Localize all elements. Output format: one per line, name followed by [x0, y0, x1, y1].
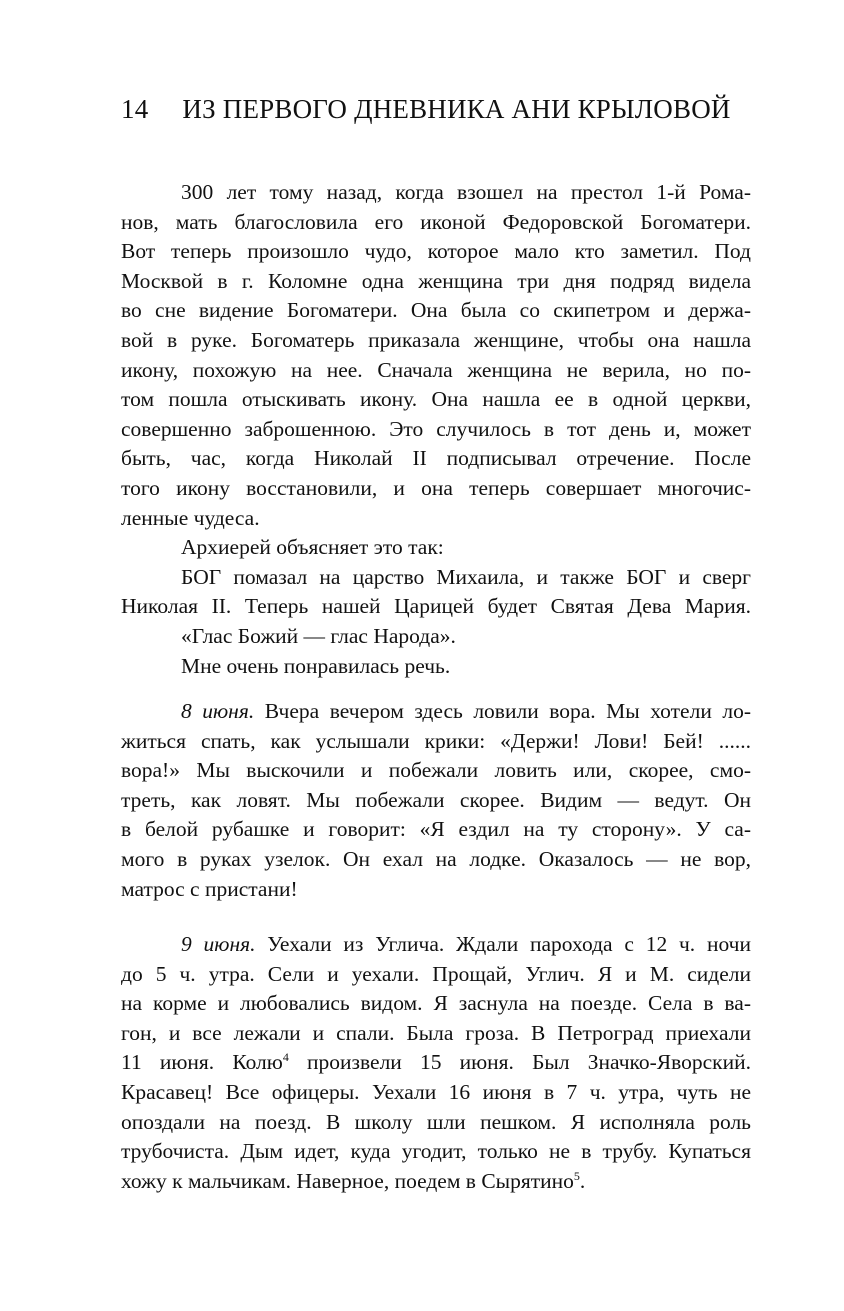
entry-text: Вчера вечером здесь ловили вора. Мы хотели ло- — [254, 699, 751, 723]
paragraph-line: житься спать, как услышали крики: «Держи! Лови! Бей! ...... — [121, 728, 751, 753]
footnote-marker[interactable]: 5 — [573, 1168, 580, 1183]
paragraph-line: Архиерей объясняет это так: — [181, 535, 444, 560]
diary-entry-june-9 — [121, 930, 751, 1196]
paragraph-line: опоздали на поезд. В школу шли пешком. Я исполняла роль — [121, 1109, 751, 1134]
page-number: 14 — [121, 94, 149, 124]
paragraph-line: матрос с пристани! — [121, 876, 298, 901]
paragraph-line: вой в руке. Богоматерь приказала женщине, чтобы она нашла — [121, 327, 751, 352]
paragraph-line: ленные чудеса. — [121, 505, 260, 530]
paragraph-line-with-footnote — [121, 1048, 751, 1078]
entry-first-line — [121, 697, 751, 727]
entry-first-line — [121, 930, 751, 960]
paragraph-line: на корме и любовались видом. Я заснула на поезде. Села в ва- — [121, 991, 751, 1016]
paragraph-line: том пошла отыскивать икону. Она нашла ее в одной церкви, — [121, 387, 751, 412]
paragraph-line: трубочиста. Дым идет, куда угодит, только не в трубу. Купаться — [121, 1139, 751, 1164]
line-text: 11 июня. Колю — [121, 1050, 283, 1075]
paragraph-line: Николая II. Теперь нашей Царицей будет Святая Дева Мария. — [121, 594, 751, 619]
paragraph-line: 300 лет тому назад, когда взошел на престол 1-й Рома- — [181, 180, 751, 204]
entry-text: Уехали из Углича. Ждали парохода с 12 ч. ночи — [255, 932, 751, 956]
paragraph-line: треть, как ловят. Мы побежали скорее. Видим — ведут. Он — [121, 787, 751, 812]
paragraph-line: до 5 ч. утра. Сели и уехали. Прощай, Углич. Я и М. сидели — [121, 961, 751, 986]
paragraph-line: мого в руках узелок. Он ехал на лодке. Оказалось — не вор, — [121, 846, 751, 871]
chapter-title: ИЗ ПЕРВОГО ДНЕВНИКА АНИ КРЫЛОВОЙ — [182, 94, 731, 124]
entry-date: 8 июня. — [181, 699, 255, 723]
paragraph-line: нов, мать благословила его иконой Федоровской Богоматери. — [121, 209, 751, 234]
paragraph-line: БОГ помазал на царство Михаила, и также БОГ и сверг — [181, 564, 751, 589]
paragraph-line: во сне видение Богоматери. Она была со скипетром и держа- — [121, 298, 751, 323]
entry-date: 9 июня. — [181, 932, 256, 956]
paragraph-line: Красавец! Все офицеры. Уехали 16 июня в 7 ч. утра, чуть не — [121, 1079, 751, 1104]
paragraph-line: «Глас Божий — глас Народа». — [181, 623, 456, 648]
paragraph-line: в белой рубашке и говорит: «Я ездил на ту сторону». У са- — [121, 817, 751, 842]
paragraph-line: гон, и все лежали и спали. Была гроза. В Петроград приехали — [121, 1020, 751, 1045]
paragraph-line: совершенно заброшенною. Это случилось в тот день и, может — [121, 416, 751, 441]
diary-section-icon-story — [121, 178, 751, 681]
running-header — [121, 92, 731, 126]
line-text: произвели 15 июня. Был Значко-Яворский. — [288, 1050, 751, 1075]
paragraph-line: того икону восстановили, и она теперь совершает многочис- — [121, 475, 751, 500]
diary-entry-june-8 — [121, 697, 751, 904]
line-text: хожу к мальчикам. Наверное, поедем в Сырятино — [121, 1168, 574, 1193]
line-text: . — [579, 1168, 586, 1193]
footnote-marker[interactable]: 4 — [282, 1050, 289, 1065]
paragraph-line: Мне очень понравилась речь. — [181, 653, 451, 678]
paragraph-line: Вот теперь произошло чудо, которое мало кто заметил. Под — [121, 239, 751, 264]
paragraph-line: Москвой в г. Коломне одна женщина три дня подряд видела — [121, 268, 751, 293]
paragraph-line-with-footnote — [121, 1167, 751, 1197]
paragraph-line: вора!» Мы выскочили и побежали ловить или, скорее, смо- — [121, 758, 751, 783]
paragraph-line: быть, час, когда Николай II подписывал отречение. После — [121, 446, 751, 471]
paragraph-line: икону, похожую на нее. Сначала женщина не верила, но по- — [121, 357, 751, 382]
